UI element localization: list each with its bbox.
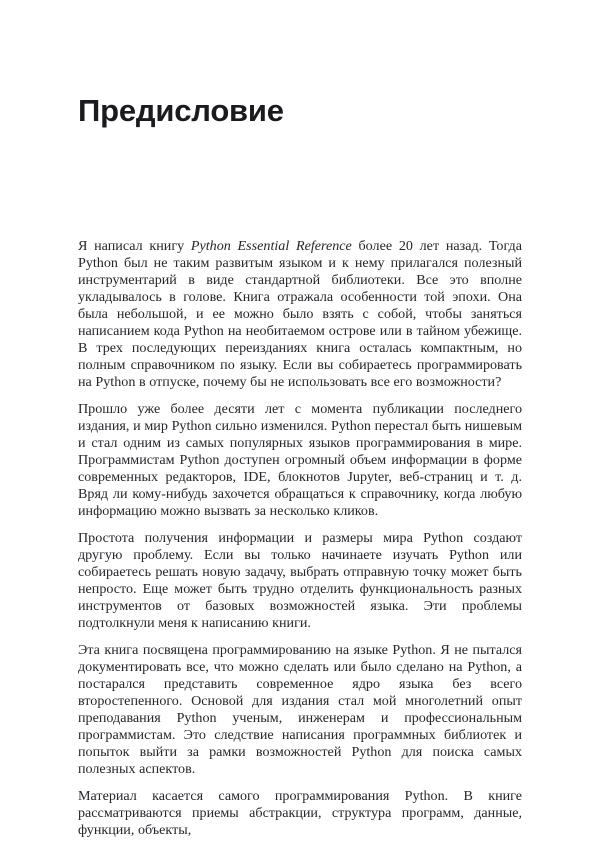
page-title: Предисловие <box>78 93 284 128</box>
text-run: Прошло уже более десяти лет с момента публикации последнего издания, и мир Python сильно изменился. Python перестал быть нишевым и стал одним из самых популярных языков программирования в мире. Программистам Python доступен огромный объем информации в форме современных редакторов, IDE, блокнотов Jupyter, веб-страниц и т. д. Вряд ли кому-нибудь захочется обращаться к справочнику, когда любую информацию можно вызвать за несколько кликов. <box>78 401 522 519</box>
paragraph <box>78 401 522 520</box>
paragraph <box>78 530 522 632</box>
text-run: Материал касается самого программирования Python. В книге рассматриваются приемы абстракции, структура программ, данные, функции, объекты, <box>78 788 522 838</box>
book-title-italic: Python Essential Reference <box>190 238 352 254</box>
text-run: Я написал книгу <box>78 238 191 254</box>
paragraph <box>78 238 522 391</box>
text-run: более 20 лет назад. Тогда Python был не таким развитым языком и к нему прилагался полезный инструментарий в виде стандартной библиотеки. Все это вполне укладывалось в голове. Книга отражала особенности той эпохи. Она была небольшой, и ее можно было взять с собой, чтобы заняться написанием кода Python на необитаемом острове или в тайном убежище. В трех последующих переизданиях книга осталась компактным, но полным справочником по языку. Если вы собираетесь программировать на Python в отпуске, почему бы не использовать все его возможности? <box>78 238 522 390</box>
text-run: Простота получения информации и размеры мира Python создают другую проблему. Если вы только начинаете изучать Python или собираетесь решать новую задачу, выбрать отправную точку может быть непросто. Еще может быть трудно отделить функциональность разных инструментов от базовых возможностей языка. Эти проблемы подтолкнули меня к написанию книги. <box>78 530 522 631</box>
body-text-column <box>78 238 522 839</box>
paragraph <box>78 642 522 778</box>
text-run: Эта книга посвящена программированию на языке Python. Я не пытался документировать все, что можно сделать или было сделано на Python, а постарался представить современное ядро языка без всего второстепенного. Основой для издания стал мой многолетний опыт преподавания Python ученым, инженерам и профессиональным программистам. Это следствие написания программных библиотек и попыток выйти за рамки возможностей Python для поиска самых полезных аспектов. <box>78 642 522 777</box>
paragraph <box>78 788 522 839</box>
